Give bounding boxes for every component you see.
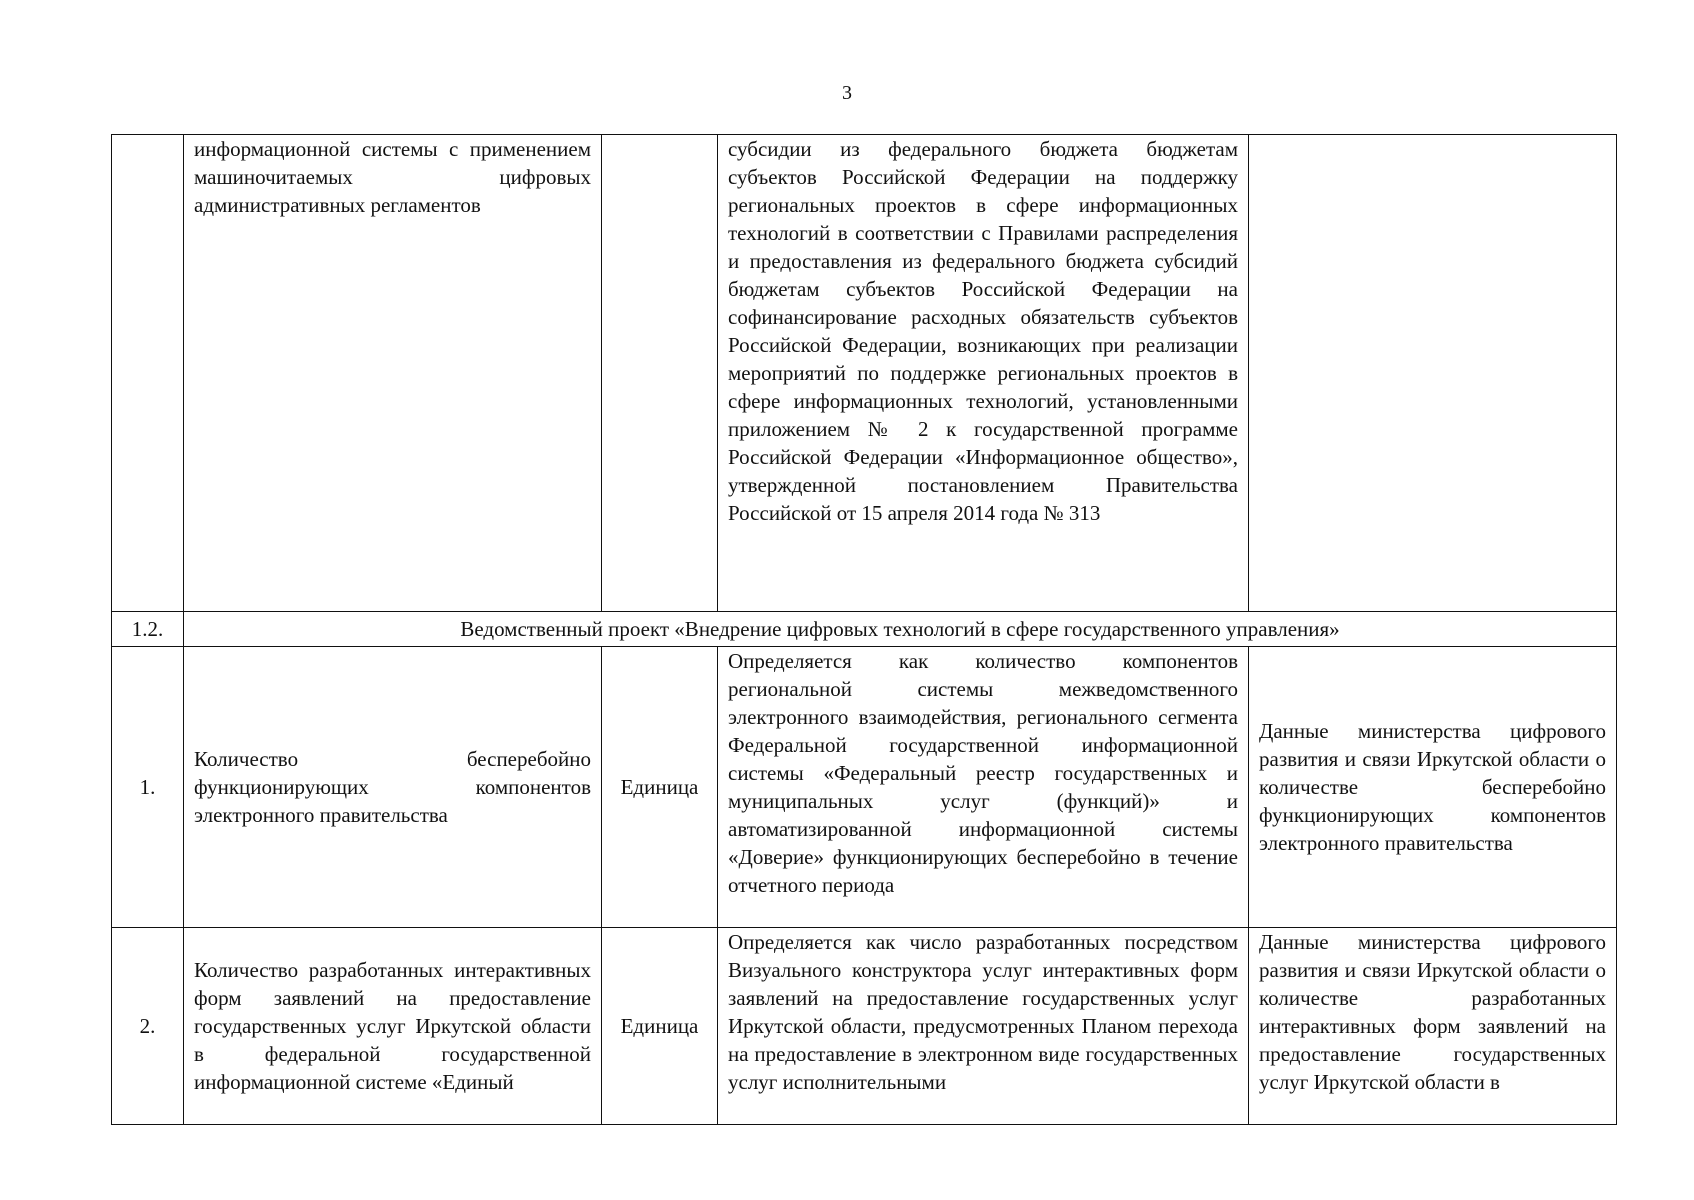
row-number: 1. <box>112 647 184 928</box>
section-number: 1.2. <box>112 612 184 647</box>
row-number <box>112 135 184 612</box>
row-number: 2. <box>112 928 184 1125</box>
indicator-table <box>111 134 1617 1125</box>
table-row <box>112 612 1617 647</box>
page-number: 3 <box>842 82 852 104</box>
calculation-method: субсидии из федерального бюджета бюджетам субъектов Российской Федерации на поддержку региональных проектов в сфере информационных технологий в соответствии с Правилами распределения и предоставления из федерального бюджета субсидий бюджетам субъектов Российской Федерации на софинансирование расходных обязательств субъектов Российской Федерации, возникающих при реализации мероприятий по поддержке региональных проектов в сфере информационных технологий, установленными приложением № 2 к государственной программе Российской Федерации «Информационное общество», утвержденной постановлением Правительства Российской от 15 апреля 2014 года № 313 <box>718 135 1249 612</box>
unit-of-measure: Единица <box>602 647 718 928</box>
unit-of-measure: Единица <box>602 928 718 1125</box>
calculation-method: Определяется как число разработанных посредством Визуального конструктора услуг интерактивных форм заявлений на предоставление государственных услуг Иркутской области, предусмотренных Планом перехода на предоставление в электронном виде государственных услуг исполнительными <box>718 928 1249 1125</box>
data-source: Данные министерства цифрового развития и связи Иркутской области о количестве разработанных интерактивных форм заявлений на предоставление государственных услуг Иркутской области в <box>1249 928 1617 1125</box>
table-row <box>112 647 1617 928</box>
section-title: Ведомственный проект «Внедрение цифровых технологий в сфере государственного управления» <box>184 612 1617 647</box>
data-source <box>1249 135 1617 612</box>
indicator-name: Количество бесперебойно функционирующих компонентов электронного правительства <box>184 647 602 928</box>
data-source: Данные министерства цифрового развития и связи Иркутской области о количестве бесперебойно функционирующих компонентов электронного правительства <box>1249 647 1617 928</box>
indicator-name: Количество разработанных интерактивных форм заявлений на предоставление государственных услуг Иркутской области в федеральной государственной информационной системе «Единый <box>184 928 602 1125</box>
table-row <box>112 928 1617 1125</box>
table-row <box>112 135 1617 612</box>
unit-of-measure <box>602 135 718 612</box>
indicator-name: информационной системы с применением машиночитаемых цифровых административных регламентов <box>184 135 602 612</box>
calculation-method: Определяется как количество компонентов региональной системы межведомственного электронного взаимодействия, регионального сегмента Федеральной государственной информационной системы «Федеральный реестр государственных и муниципальных услуг (функций)» и автоматизированной информационной системы «Доверие» функционирующих бесперебойно в течение отчетного периода <box>718 647 1249 928</box>
